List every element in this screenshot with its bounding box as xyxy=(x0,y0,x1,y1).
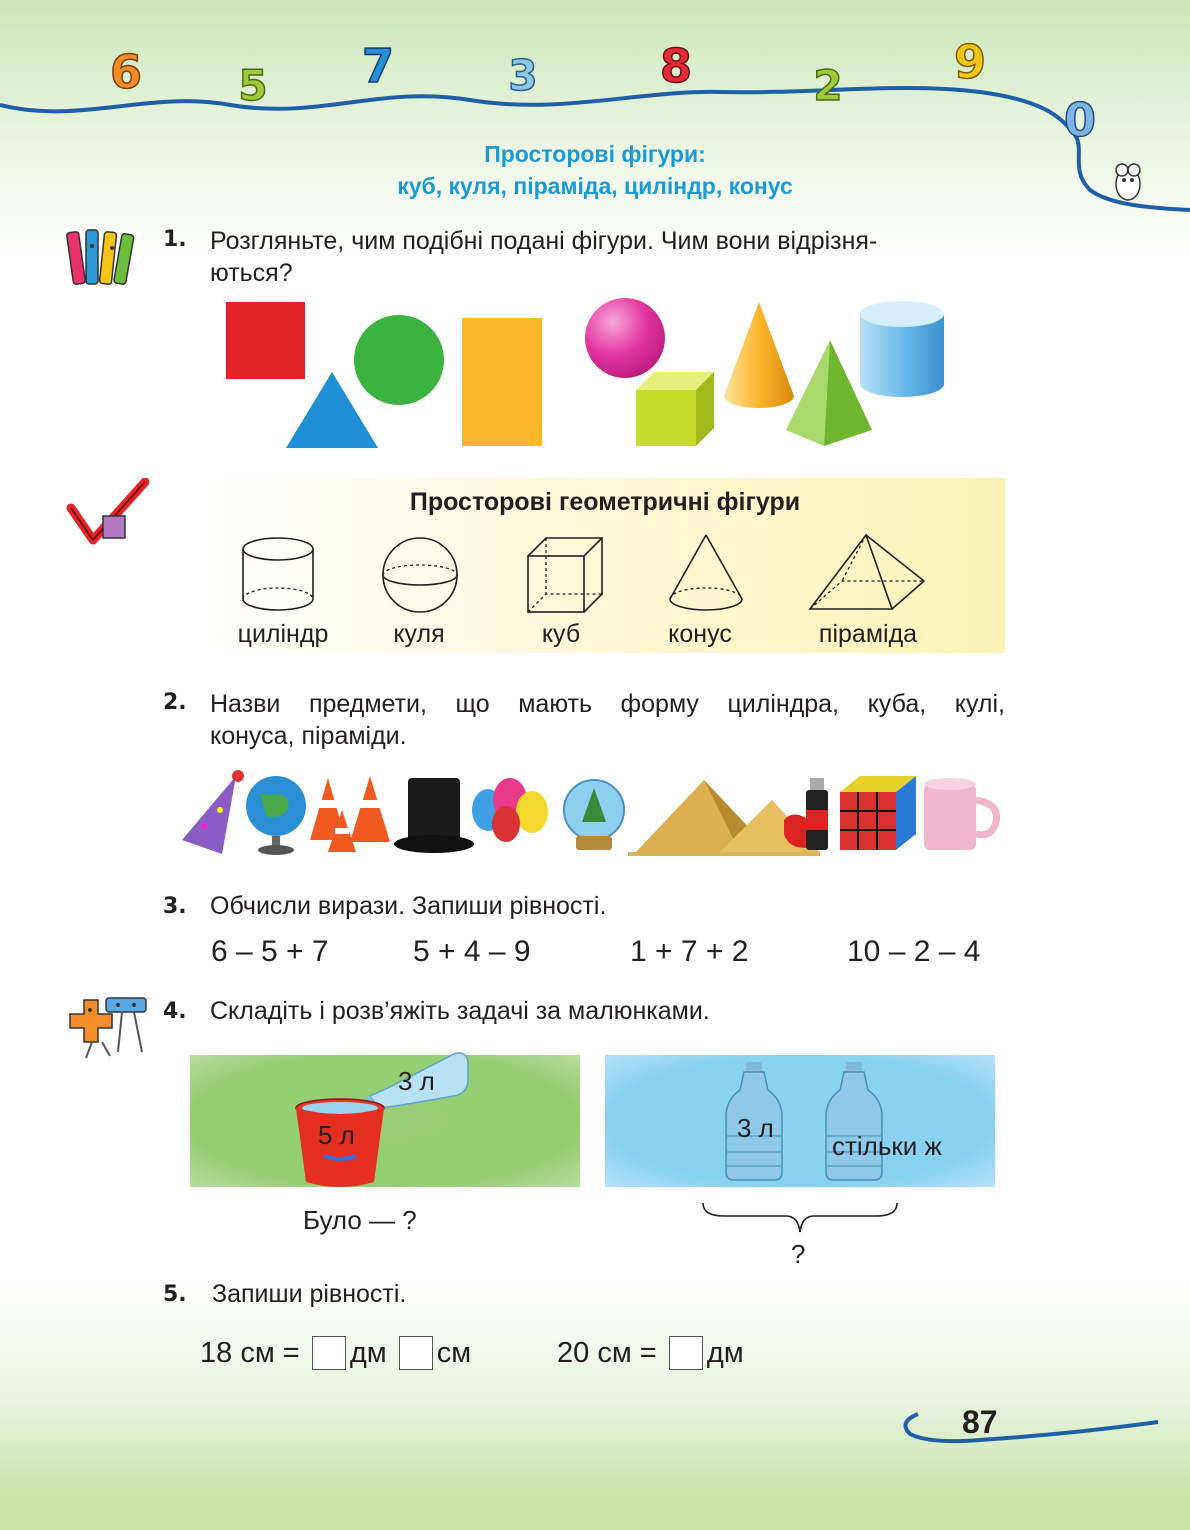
objects-strip xyxy=(180,770,1005,856)
page-title-line1: Просторові фігури: xyxy=(484,141,706,167)
task3-text: Обчисли вирази. Запиши рівності. xyxy=(210,892,607,920)
cone-outline-icon xyxy=(668,533,744,615)
pencils-icon xyxy=(62,226,142,296)
number-character-6 xyxy=(98,40,154,100)
equation-1 xyxy=(200,1336,471,1370)
shape-blue-cylinder xyxy=(858,300,946,400)
equation-2 xyxy=(557,1336,744,1370)
globe-icon xyxy=(246,776,306,855)
number-character-7 xyxy=(350,34,406,94)
expression-1: 6 – 5 + 7 xyxy=(211,935,329,968)
shape-orange-rectangle xyxy=(462,318,542,446)
water-bottle-2-icon xyxy=(822,1060,886,1182)
cylinder-outline-icon xyxy=(240,535,316,615)
label-cube: куб xyxy=(541,620,581,648)
snow-globe-icon xyxy=(564,780,624,850)
checkmark-character-icon xyxy=(65,478,150,548)
number-character-5 xyxy=(225,52,281,112)
svg-text:6: 6 xyxy=(109,45,143,99)
svg-text:5: 5 xyxy=(238,61,268,110)
eq1-left: 18 см = xyxy=(200,1336,300,1369)
pour-bottle-label: 3 л xyxy=(398,1066,435,1096)
eq1-unit-dm: дм xyxy=(349,1336,387,1369)
svg-text:9: 9 xyxy=(953,35,987,89)
page-number: 87 xyxy=(962,1404,998,1440)
spray-can-icon xyxy=(784,778,828,850)
task2-text-line1: Назви предмети, що мають форму циліндра, куба, кулі, xyxy=(210,690,1005,718)
task2-text-line2: конуса, піраміди. xyxy=(210,722,407,750)
label-cylinder: циліндр xyxy=(237,620,329,648)
svg-text:7: 7 xyxy=(361,39,395,93)
task5-text: Запиши рівності. xyxy=(212,1280,407,1308)
bucket-label: 5 л xyxy=(318,1120,355,1150)
answer-box-2[interactable] xyxy=(399,1336,433,1370)
bottle-label-3l: 3 л xyxy=(737,1113,774,1143)
cube-outline-icon xyxy=(526,536,604,614)
number-character-9 xyxy=(942,30,998,90)
shape-pink-sphere xyxy=(585,298,665,378)
task1-number: 1. xyxy=(163,227,187,252)
eq2-unit-dm: дм xyxy=(706,1336,744,1369)
shape-green-cube xyxy=(636,372,716,448)
eq2-left: 20 см = xyxy=(557,1336,657,1369)
task1-text-line2: ються? xyxy=(210,259,293,287)
task4-number: 4. xyxy=(163,999,187,1024)
number-character-2 xyxy=(800,52,856,112)
svg-text:8: 8 xyxy=(659,39,693,93)
page-title-line2: куб, куля, піраміда, циліндр, конус xyxy=(397,173,793,199)
rubiks-cube-icon xyxy=(840,776,916,850)
number-character-8 xyxy=(648,34,704,94)
label-cone: конус xyxy=(668,620,732,648)
task2-number: 2. xyxy=(163,690,187,715)
pyramid-outline-icon xyxy=(808,533,928,615)
task4-text: Складіть і розв’яжіть задачі за малюнками. xyxy=(210,997,710,1025)
shape-green-circle xyxy=(354,315,444,405)
number-character-3 xyxy=(495,42,551,102)
plus-minus-characters-icon xyxy=(62,990,162,1062)
shape-red-square xyxy=(226,302,305,379)
eq1-unit-cm: см xyxy=(436,1336,472,1369)
mug-icon xyxy=(924,778,997,850)
task1-text-line1: Розгляньте, чим подібні подані фігури. Чим вони відрізня- xyxy=(210,227,878,255)
label-pyramid: піраміда xyxy=(818,620,918,648)
party-hat-icon xyxy=(182,770,244,854)
svg-text:3: 3 xyxy=(508,51,538,100)
footer-wave xyxy=(890,1400,1170,1460)
number-character-0 xyxy=(1052,88,1108,148)
svg-text:0: 0 xyxy=(1063,93,1097,147)
expression-2: 5 + 4 – 9 xyxy=(413,935,531,968)
traffic-cones-icon xyxy=(310,776,390,852)
label-sphere: куля xyxy=(393,620,445,648)
bottles-picture-panel xyxy=(605,1055,995,1187)
expression-3: 1 + 7 + 2 xyxy=(630,935,749,968)
task3-number: 3. xyxy=(163,894,187,919)
sphere-outline-icon xyxy=(380,535,460,615)
definition-title: Просторові геометричні фігури xyxy=(409,488,801,516)
balloons-icon xyxy=(472,778,548,842)
top-hat-icon xyxy=(394,778,474,853)
curly-brace xyxy=(700,1200,900,1236)
answer-box-1[interactable] xyxy=(312,1336,346,1370)
svg-text:2: 2 xyxy=(813,61,843,110)
task5-number: 5. xyxy=(163,1282,187,1307)
answer-box-3[interactable] xyxy=(669,1336,703,1370)
same-amount-label: стільки ж xyxy=(832,1131,942,1161)
expression-4: 10 – 2 – 4 xyxy=(847,935,981,968)
caption-was: Було — ? xyxy=(303,1205,417,1235)
question-mark: ? xyxy=(791,1239,806,1269)
